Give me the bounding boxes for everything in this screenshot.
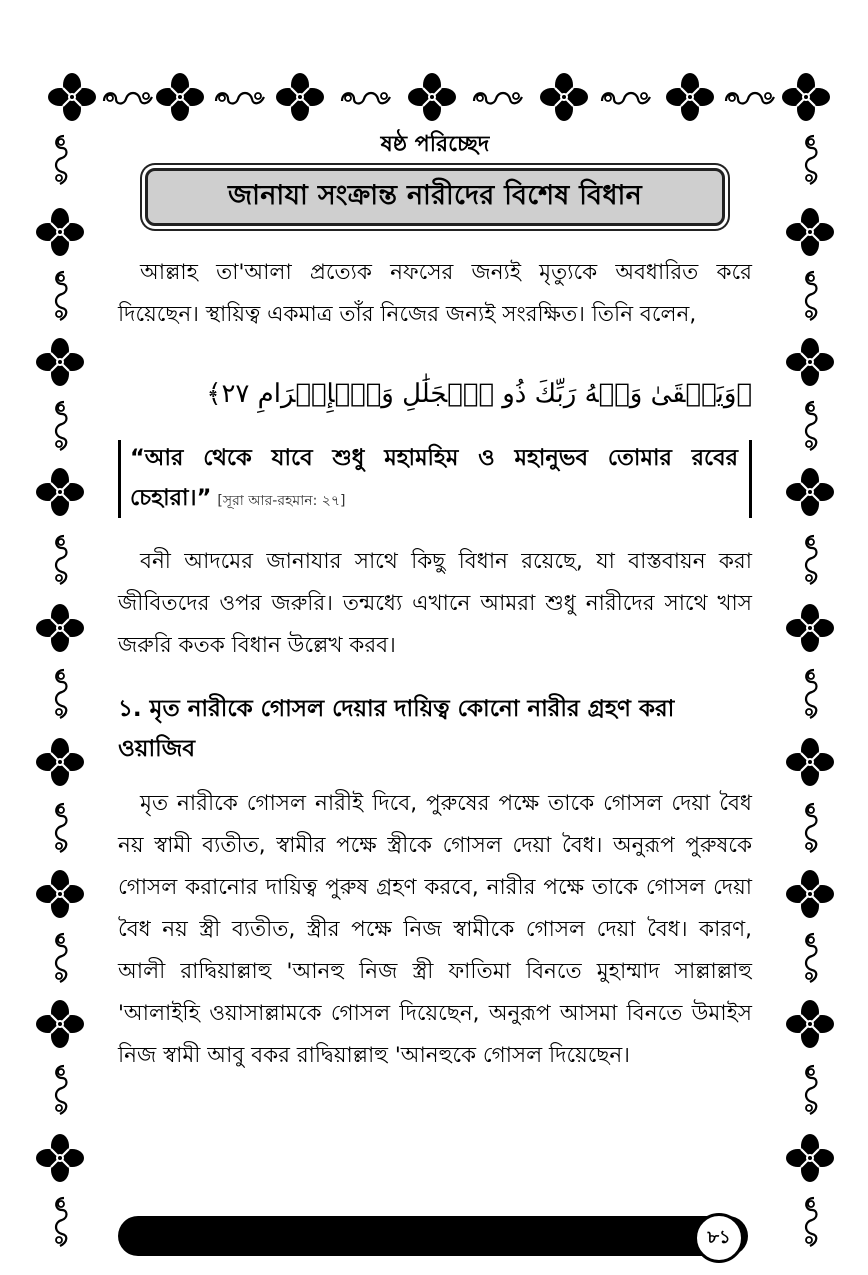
page-content [118, 128, 752, 1077]
verse-translation [130, 438, 738, 521]
page-number: ৮১ [694, 1213, 744, 1263]
arabic-verse: ﴿وَيَبۡقَىٰ وَجۡهُ رَبِّكَ ذُو ٱلۡجَلَٰلِ وَٱلۡإِكۡرَامِ ٢٧﴾ [206, 379, 752, 409]
verse-reference: [সূরা আর-রহমান: ২৭] [217, 493, 346, 509]
footer-bar [118, 1216, 748, 1256]
intro-paragraph: আল্লাহ তা'আলা প্রত্যেক নফসের জন্যই মৃত্যুকে অবধারিত করে দিয়েছেন। স্থায়িত্ব একমাত্র তাঁর নিজের জন্যই সংরক্ষিত। তিনি বলেন, [118, 260, 752, 327]
chapter-title-box [145, 168, 725, 226]
washing-ruling-paragraph: মৃত নারীকে গোসল নারীই দিবে, পুরুষের পক্ষে তাকে গোসল দেয়া বৈধ নয় স্বামী ব্যতীত, স্বামীর পক্ষে স্ত্রীকে গোসল দেয়া বৈধ। অনুরূপ পুরুষকে গোসল করানোর দায়িত্ব পুরুষ গ্রহণ করবে, নারীর পক্ষে তাকে গোসল দেয়া বৈধ নয় স্ত্রী ব্যতীত, স্ত্রীর পক্ষে নিজ স্বামীকে গোসল দেয়া বৈধ। কারণ, আলী রাদ্বিয়াল্লাহু 'আনহু নিজ স্ত্রী ফাতিমা বিনতে মুহাম্মাদ সাল্লাল্লাহু 'আলাইহি ওয়াসাল্লামকে গোসল দিয়েছেন, অনুরূপ আসমা বিনতে উমাইস নিজ স্বামী আবু বকর রাদ্বিয়াল্লাহু 'আনহুকে গোসল দিয়েছেন। [118, 791, 752, 1068]
rulings-intro-paragraph: বনী আদমের জানাযার সাথে কিছু বিধান রয়েছে, যা বাস্তবায়ন করা জীবিতদের ওপর জরুরি। তন্মধ্যে এখানে আমরা শুধু নারীদের সাথে খাস জরুরি কতক বিধান উল্লেখ করব। [118, 549, 752, 658]
section-heading: ১. মৃত নারীকে গোসল দেয়ার দায়িত্ব কোনো নারীর গ্রহণ করা ওয়াজিব [118, 696, 675, 762]
chapter-label: ষষ্ঠ পরিচ্ছেদ [380, 132, 490, 157]
quote-bar-left [118, 440, 121, 518]
verse-translation-block [118, 432, 752, 521]
quote-bar-right [749, 440, 752, 518]
verse-translation-text: “আর থেকে যাবে শুধু মহামহিম ও মহানুভব তোমার রবের চেহারা।” [130, 445, 738, 511]
chapter-title: জানাযা সংক্রান্ত নারীদের বিশেষ বিধান [227, 179, 643, 211]
